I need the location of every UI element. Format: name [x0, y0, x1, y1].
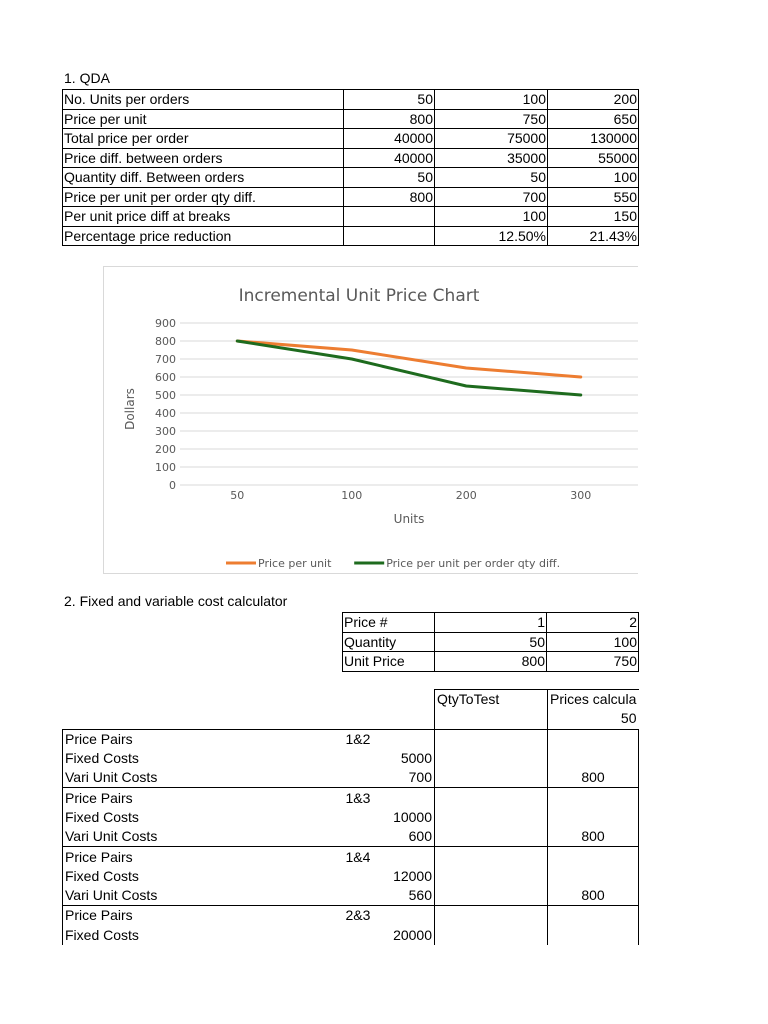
qda-cell: 800: [344, 109, 435, 129]
qda-row-label: No. Units per orders: [63, 90, 344, 110]
qda-row-label: Price per unit per order qty diff.: [63, 187, 344, 207]
qda-cell: 800: [344, 187, 435, 207]
qda-row-label: Per unit price diff at breaks: [63, 207, 344, 227]
calc-row-label: Fixed Costs: [63, 808, 344, 827]
y-tick-label: 600: [155, 371, 176, 384]
calc-row: [63, 749, 639, 768]
qda-table: [62, 89, 639, 246]
prices-calculated-cell: 800: [548, 827, 639, 847]
price-row-label: Price #: [343, 613, 435, 633]
chart-gridlines: [180, 323, 638, 485]
y-tick-label: 200: [155, 443, 176, 456]
price-pair: 1&4: [344, 847, 435, 867]
incremental-unit-price-chart: [103, 266, 638, 574]
prices-calculated-cell: [548, 729, 639, 749]
qty-to-test-cell: [435, 768, 548, 788]
calc-row: [63, 867, 639, 886]
qda-cell: 150: [548, 207, 639, 227]
qda-row-label: Price per unit: [63, 109, 344, 129]
prices-calculated-cell: [548, 926, 639, 945]
x-tick-label: 300: [570, 489, 592, 502]
price-table: [342, 612, 639, 672]
y-tick-label: 800: [155, 335, 176, 348]
chart-series: [237, 341, 581, 395]
qda-cell: 130000: [548, 129, 639, 149]
y-tick-label: 400: [155, 407, 176, 420]
qda-cell: 40000: [344, 148, 435, 168]
calc-row-label: Vari Unit Costs: [63, 827, 344, 847]
calc-row-label: Vari Unit Costs: [63, 886, 344, 906]
x-tick-label: 100: [341, 489, 363, 502]
prices-calculated-cell: [548, 788, 639, 808]
qty-to-test-cell: [435, 847, 548, 867]
qty-to-test-cell: [435, 788, 548, 808]
qda-cell: 100: [435, 207, 548, 227]
calc-row-label: Price Pairs: [63, 847, 344, 867]
chart-svg: [104, 267, 638, 573]
y-tick-label: 500: [155, 389, 176, 402]
qda-cell: 55000: [548, 148, 639, 168]
qda-row: [63, 226, 639, 246]
price-row: [343, 652, 639, 672]
price-row: [343, 632, 639, 652]
price-cell: 50: [435, 632, 547, 652]
x-tick-label: 200: [455, 489, 477, 502]
fixed-costs-value: 20000: [344, 926, 435, 945]
chart-title: Incremental Unit Price Chart: [238, 286, 480, 306]
vari-unit-costs-value: 700: [344, 768, 435, 788]
qda-cell: 50: [344, 90, 435, 110]
fixed-costs-value: 5000: [344, 749, 435, 768]
qda-row-label: Price diff. between orders: [63, 148, 344, 168]
y-tick-label: 300: [155, 425, 176, 438]
calc-row: [63, 788, 639, 808]
y-tick-label: 100: [155, 461, 176, 474]
price-cell: 750: [547, 652, 639, 672]
prices-calculated-cell: [548, 906, 639, 926]
qty-to-test-cell: [435, 729, 548, 749]
calc-row: [63, 926, 639, 945]
calc-row-label: Price Pairs: [63, 788, 344, 808]
qty-to-test-header: QtyToTest: [435, 690, 548, 710]
qda-row-label: Total price per order: [63, 129, 344, 149]
series-line: [237, 341, 581, 395]
calc-row-label: Vari Unit Costs: [63, 768, 344, 788]
price-row-label: Unit Price: [343, 652, 435, 672]
price-row-label: Quantity: [343, 632, 435, 652]
y-axis-ticks: [155, 317, 176, 492]
chart-legend: [226, 557, 560, 570]
qda-row: [63, 109, 639, 129]
qty-to-test-cell: [435, 749, 548, 768]
qda-row: [63, 129, 639, 149]
qda-cell: 40000: [344, 129, 435, 149]
qda-row: [63, 90, 639, 110]
price-cell: 800: [435, 652, 547, 672]
qda-cell: 35000: [435, 148, 548, 168]
x-axis-ticks: [230, 489, 591, 502]
qda-cell: 21.43%: [548, 226, 639, 246]
qda-cell: 650: [548, 109, 639, 129]
section1-title: 1. QDA: [64, 70, 110, 86]
qda-cell: 50: [435, 168, 548, 188]
qty-to-test-cell: [435, 926, 548, 945]
x-axis-label: Units: [393, 512, 425, 526]
qda-cell: 750: [435, 109, 548, 129]
calc-row-label: Fixed Costs: [63, 749, 344, 768]
calc-row: [63, 847, 639, 867]
qty-to-test-cell: [435, 867, 548, 886]
calc-row-label: Price Pairs: [63, 906, 344, 926]
prices-calculated-cell: 800: [548, 886, 639, 906]
calc-row: [63, 808, 639, 827]
qty-to-test-cell: [435, 906, 548, 926]
qty-to-test-value: 50: [548, 709, 639, 729]
qda-row: [63, 187, 639, 207]
y-axis-label: Dollars: [123, 388, 137, 430]
price-row: [343, 613, 639, 633]
qda-cell: 75000: [435, 129, 548, 149]
qda-cell: 100: [435, 90, 548, 110]
price-pair: 1&2: [344, 729, 435, 749]
y-tick-label: 0: [169, 479, 176, 492]
price-cell: 1: [435, 613, 547, 633]
cost-calculator-table: [62, 689, 639, 945]
qty-to-test-cell: [435, 827, 548, 847]
qda-cell: 700: [435, 187, 548, 207]
fixed-costs-value: 10000: [344, 808, 435, 827]
prices-calculated-header: Prices calcula: [548, 690, 639, 710]
vari-unit-costs-value: 600: [344, 827, 435, 847]
prices-calculated-cell: [548, 867, 639, 886]
qda-cell: [344, 207, 435, 227]
calc-row: [63, 906, 639, 926]
qda-row: [63, 168, 639, 188]
calc-row: [63, 827, 639, 847]
qda-cell: 100: [548, 168, 639, 188]
qda-cell: [344, 226, 435, 246]
qda-cell: 550: [548, 187, 639, 207]
qty-to-test-cell: [435, 886, 548, 906]
calc-row: [63, 886, 639, 906]
prices-calculated-cell: [548, 808, 639, 827]
calc-row-label: Fixed Costs: [63, 867, 344, 886]
qda-row: [63, 148, 639, 168]
price-pair: 2&3: [344, 906, 435, 926]
section2-title: 2. Fixed and variable cost calculator: [64, 593, 288, 609]
y-tick-label: 900: [155, 317, 176, 330]
qda-row-label: Quantity diff. Between orders: [63, 168, 344, 188]
calc-row: [63, 729, 639, 749]
legend-label: Price per unit: [258, 557, 332, 570]
prices-calculated-cell: [548, 847, 639, 867]
calc-row: [63, 768, 639, 788]
calc-row-label: Price Pairs: [63, 729, 344, 749]
y-tick-label: 700: [155, 353, 176, 366]
legend-label: Price per unit per order qty diff.: [386, 557, 561, 570]
price-pair: 1&3: [344, 788, 435, 808]
price-cell: 100: [547, 632, 639, 652]
qda-cell: 12.50%: [435, 226, 548, 246]
prices-calculated-cell: [548, 749, 639, 768]
vari-unit-costs-value: 560: [344, 886, 435, 906]
prices-calculated-cell: 800: [548, 768, 639, 788]
x-tick-label: 50: [230, 489, 245, 502]
qty-to-test-cell: [435, 808, 548, 827]
qda-cell: 50: [344, 168, 435, 188]
calc-row-label: Fixed Costs: [63, 926, 344, 945]
qda-row: [63, 207, 639, 227]
qda-row-label: Percentage price reduction: [63, 226, 344, 246]
fixed-costs-value: 12000: [344, 867, 435, 886]
price-cell: 2: [547, 613, 639, 633]
qda-cell: 200: [548, 90, 639, 110]
